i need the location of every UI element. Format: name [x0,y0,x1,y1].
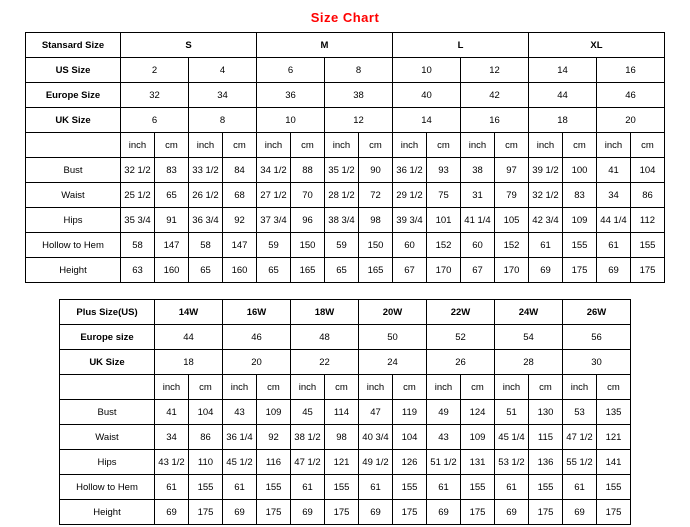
unit-cell: cm [597,375,631,400]
measure-value: 31 [461,183,495,208]
measure-value: 34 [597,183,631,208]
unit-cell: cm [291,133,325,158]
measure-value: 53 [563,400,597,425]
row-value: 24 [359,350,427,375]
table-title-cell: Stansard Size [26,33,121,58]
measure-value: 51 1/2 [427,450,461,475]
measure-value: 155 [393,475,427,500]
size-group-header: 14W [155,300,223,325]
measure-value: 147 [223,233,257,258]
unit-cell: inch [257,133,291,158]
row-value: 54 [495,325,563,350]
measure-value: 70 [291,183,325,208]
measure-value: 155 [529,475,563,500]
measure-value: 155 [563,233,597,258]
measure-value: 110 [189,450,223,475]
measure-value: 61 [529,233,563,258]
measure-value: 79 [495,183,529,208]
row-value: 14 [529,58,597,83]
measure-value: 165 [291,258,325,283]
measure-value: 104 [631,158,665,183]
unit-cell: inch [427,375,461,400]
measure-value: 112 [631,208,665,233]
measure-value: 136 [529,450,563,475]
measure-value: 175 [325,500,359,525]
row-label: Hips [60,450,155,475]
row-value: 12 [325,108,393,133]
row-value: 10 [257,108,325,133]
row-value: 28 [495,350,563,375]
measure-value: 72 [359,183,393,208]
measure-value: 93 [427,158,461,183]
unit-cell: cm [563,133,597,158]
row-value: 12 [461,58,529,83]
measure-value: 35 1/2 [325,158,359,183]
measure-value: 69 [155,500,189,525]
unit-cell: inch [393,133,427,158]
measure-value: 130 [529,400,563,425]
measure-value: 98 [359,208,393,233]
measure-value: 61 [155,475,189,500]
measure-value: 39 3/4 [393,208,427,233]
measure-value: 36 1/2 [393,158,427,183]
row-value: 46 [223,325,291,350]
measure-value: 51 [495,400,529,425]
unit-cell: cm [257,375,291,400]
measure-value: 45 [291,400,325,425]
row-value: 38 [325,83,393,108]
unit-cell: inch [223,375,257,400]
unit-cell: inch [461,133,495,158]
row-value: 36 [257,83,325,108]
measure-value: 152 [495,233,529,258]
unit-cell: inch [325,133,359,158]
measure-value: 155 [461,475,495,500]
measure-value: 59 [325,233,359,258]
measure-value: 155 [189,475,223,500]
unit-row-label [60,375,155,400]
measure-value: 92 [257,425,291,450]
measure-value: 26 1/2 [189,183,223,208]
size-group-header: S [121,33,257,58]
measure-value: 45 1/4 [495,425,529,450]
measure-value: 38 1/2 [291,425,325,450]
measure-value: 63 [121,258,155,283]
measure-value: 69 [529,258,563,283]
measure-value: 175 [597,500,631,525]
measure-value: 155 [631,233,665,258]
row-value: 44 [155,325,223,350]
table-row [60,450,631,475]
measure-value: 175 [529,500,563,525]
row-label: Europe Size [26,83,121,108]
table-spacer [0,283,690,299]
measure-value: 170 [427,258,461,283]
measure-value: 105 [495,208,529,233]
measure-value: 38 [461,158,495,183]
measure-value: 25 1/2 [121,183,155,208]
size-group-header: L [393,33,529,58]
measure-value: 83 [563,183,597,208]
table-row [26,233,665,258]
measure-value: 121 [325,450,359,475]
row-value: 6 [257,58,325,83]
measure-value: 36 1/4 [223,425,257,450]
measure-value: 150 [359,233,393,258]
unit-cell: inch [563,375,597,400]
row-value: 30 [563,350,631,375]
row-label: Hollow to Hem [60,475,155,500]
measure-value: 38 3/4 [325,208,359,233]
measure-value: 88 [291,158,325,183]
measure-value: 92 [223,208,257,233]
standard-size-table [25,32,665,283]
row-label: Height [26,258,121,283]
table-row [26,108,665,133]
measure-value: 34 [155,425,189,450]
table-row [60,475,631,500]
unit-cell: inch [291,375,325,400]
measure-value: 33 1/2 [189,158,223,183]
measure-value: 49 1/2 [359,450,393,475]
measure-value: 43 [223,400,257,425]
measure-value: 109 [257,400,291,425]
measure-value: 126 [393,450,427,475]
measure-value: 114 [325,400,359,425]
table-row [60,400,631,425]
measure-value: 65 [155,183,189,208]
measure-value: 121 [597,425,631,450]
measure-value: 69 [359,500,393,525]
size-group-header: 18W [291,300,359,325]
measure-value: 160 [155,258,189,283]
measure-value: 40 3/4 [359,425,393,450]
measure-value: 32 1/2 [121,158,155,183]
measure-value: 65 [189,258,223,283]
unit-cell: inch [597,133,631,158]
table-header-row [60,300,631,325]
row-value: 8 [325,58,393,83]
measure-value: 150 [291,233,325,258]
row-value: 40 [393,83,461,108]
table-row [26,183,665,208]
measure-value: 68 [223,183,257,208]
measure-value: 43 1/2 [155,450,189,475]
measure-value: 69 [291,500,325,525]
row-value: 50 [359,325,427,350]
measure-value: 170 [495,258,529,283]
measure-value: 45 1/2 [223,450,257,475]
measure-value: 43 [427,425,461,450]
table-header-row [26,33,665,58]
row-label: Height [60,500,155,525]
measure-value: 34 1/2 [257,158,291,183]
measure-value: 101 [427,208,461,233]
unit-cell: cm [393,375,427,400]
measure-value: 29 1/2 [393,183,427,208]
measure-value: 58 [121,233,155,258]
size-group-header: 20W [359,300,427,325]
table-row [60,325,631,350]
measure-value: 65 [325,258,359,283]
measure-value: 41 [597,158,631,183]
measure-value: 69 [563,500,597,525]
row-label: Hips [26,208,121,233]
unit-cell: cm [427,133,461,158]
table-row [26,58,665,83]
row-value: 42 [461,83,529,108]
measure-value: 47 1/2 [563,425,597,450]
row-value: 20 [223,350,291,375]
measure-value: 75 [427,183,461,208]
measure-value: 47 [359,400,393,425]
unit-cell: inch [155,375,189,400]
measure-value: 61 [563,475,597,500]
measure-value: 104 [189,400,223,425]
measure-value: 175 [461,500,495,525]
measure-value: 100 [563,158,597,183]
measure-value: 90 [359,158,393,183]
measure-value: 69 [427,500,461,525]
row-value: 44 [529,83,597,108]
row-value: 20 [597,108,665,133]
row-label: Waist [26,183,121,208]
row-value: 26 [427,350,495,375]
measure-value: 69 [223,500,257,525]
measure-value: 84 [223,158,257,183]
row-label: Hollow to Hem [26,233,121,258]
measure-value: 141 [597,450,631,475]
measure-value: 61 [359,475,393,500]
size-group-header: M [257,33,393,58]
row-value: 52 [427,325,495,350]
row-label: Europe size [60,325,155,350]
measure-value: 109 [461,425,495,450]
table-row [26,83,665,108]
unit-row-label [26,133,121,158]
measure-value: 175 [257,500,291,525]
size-group-header: 26W [563,300,631,325]
row-label: Bust [26,158,121,183]
table-row [26,258,665,283]
measure-value: 67 [461,258,495,283]
plus-size-table [59,299,631,525]
size-group-header: 16W [223,300,291,325]
measure-value: 131 [461,450,495,475]
measure-value: 155 [257,475,291,500]
measure-value: 35 3/4 [121,208,155,233]
measure-value: 96 [291,208,325,233]
unit-row [26,133,665,158]
measure-value: 42 3/4 [529,208,563,233]
measure-value: 59 [257,233,291,258]
row-value: 34 [189,83,257,108]
row-value: 56 [563,325,631,350]
unit-cell: cm [631,133,665,158]
measure-value: 32 1/2 [529,183,563,208]
unit-cell: cm [325,375,359,400]
measure-value: 28 1/2 [325,183,359,208]
measure-value: 147 [155,233,189,258]
row-label: Bust [60,400,155,425]
measure-value: 55 1/2 [563,450,597,475]
table-row [60,500,631,525]
measure-value: 41 [155,400,189,425]
row-label: US Size [26,58,121,83]
row-value: 2 [121,58,189,83]
size-group-header: 24W [495,300,563,325]
measure-value: 155 [597,475,631,500]
unit-cell: cm [359,133,393,158]
measure-value: 91 [155,208,189,233]
row-label: UK Size [60,350,155,375]
row-value: 16 [461,108,529,133]
row-value: 32 [121,83,189,108]
row-value: 18 [529,108,597,133]
size-group-header: 22W [427,300,495,325]
measure-value: 47 1/2 [291,450,325,475]
measure-value: 49 [427,400,461,425]
measure-value: 69 [597,258,631,283]
measure-value: 104 [393,425,427,450]
table-title-cell: Plus Size(US) [60,300,155,325]
measure-value: 119 [393,400,427,425]
measure-value: 97 [495,158,529,183]
unit-cell: cm [155,133,189,158]
measure-value: 86 [189,425,223,450]
measure-value: 37 3/4 [257,208,291,233]
measure-value: 61 [495,475,529,500]
measure-value: 155 [325,475,359,500]
measure-value: 152 [427,233,461,258]
row-value: 14 [393,108,461,133]
measure-value: 135 [597,400,631,425]
measure-value: 39 1/2 [529,158,563,183]
unit-cell: inch [495,375,529,400]
measure-value: 61 [291,475,325,500]
measure-value: 60 [393,233,427,258]
row-value: 18 [155,350,223,375]
unit-cell: inch [359,375,393,400]
unit-cell: cm [189,375,223,400]
row-value: 10 [393,58,461,83]
measure-value: 67 [393,258,427,283]
table-row [60,425,631,450]
measure-value: 116 [257,450,291,475]
measure-value: 61 [223,475,257,500]
row-value: 48 [291,325,359,350]
unit-cell: cm [223,133,257,158]
measure-value: 98 [325,425,359,450]
unit-cell: inch [121,133,155,158]
measure-value: 165 [359,258,393,283]
row-value: 4 [189,58,257,83]
measure-value: 115 [529,425,563,450]
measure-value: 175 [631,258,665,283]
measure-value: 44 1/4 [597,208,631,233]
page-title: Size Chart [310,10,380,25]
unit-cell: cm [461,375,495,400]
measure-value: 61 [597,233,631,258]
measure-value: 83 [155,158,189,183]
row-value: 22 [291,350,359,375]
unit-cell: inch [189,133,223,158]
measure-value: 175 [563,258,597,283]
unit-cell: inch [529,133,563,158]
measure-value: 86 [631,183,665,208]
measure-value: 41 1/4 [461,208,495,233]
measure-value: 69 [495,500,529,525]
size-group-header: XL [529,33,665,58]
measure-value: 58 [189,233,223,258]
unit-cell: cm [495,133,529,158]
measure-value: 124 [461,400,495,425]
measure-value: 27 1/2 [257,183,291,208]
measure-value: 60 [461,233,495,258]
row-value: 46 [597,83,665,108]
measure-value: 175 [189,500,223,525]
unit-row [60,375,631,400]
row-value: 6 [121,108,189,133]
measure-value: 53 1/2 [495,450,529,475]
measure-value: 61 [427,475,461,500]
table-row [26,158,665,183]
measure-value: 109 [563,208,597,233]
measure-value: 65 [257,258,291,283]
row-value: 8 [189,108,257,133]
measure-value: 36 3/4 [189,208,223,233]
table-row [60,350,631,375]
row-value: 16 [597,58,665,83]
measure-value: 175 [393,500,427,525]
row-label: UK Size [26,108,121,133]
row-label: Waist [60,425,155,450]
table-row [26,208,665,233]
measure-value: 160 [223,258,257,283]
unit-cell: cm [529,375,563,400]
